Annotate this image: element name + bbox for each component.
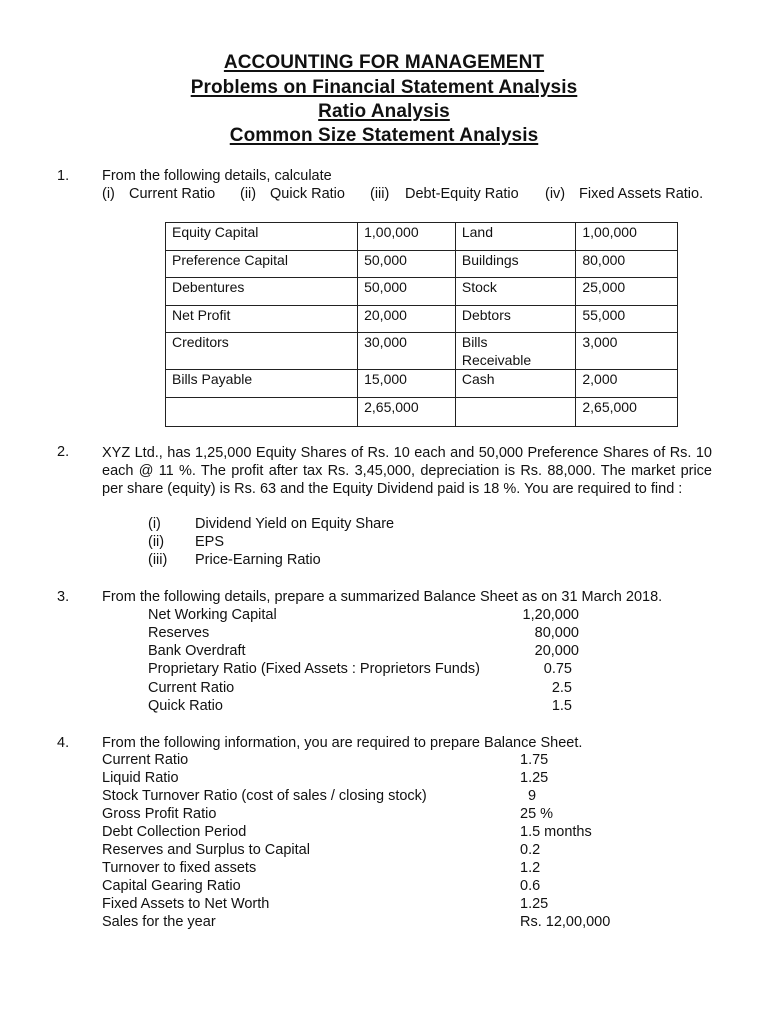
question-2-number: 2. xyxy=(57,444,70,460)
table-row xyxy=(166,278,678,306)
table-row-total xyxy=(166,397,678,426)
document-subtitle-common-size: Common Size Statement Analysis xyxy=(229,125,539,146)
table-cell: Preference Capital xyxy=(166,250,358,278)
question-3-number: 3. xyxy=(57,589,70,605)
table-cell: 30,000 xyxy=(358,333,456,370)
question-4-intro: From the following information, you are required to prepare Balance Sheet. xyxy=(102,735,583,751)
table-cell: 80,000 xyxy=(576,250,678,278)
table-row xyxy=(166,370,678,398)
table-cell: 1,00,000 xyxy=(576,223,678,251)
q3-item-label: Proprietary Ratio (Fixed Assets : Proprietors Funds) xyxy=(148,661,481,677)
table-cell: 50,000 xyxy=(358,278,456,306)
table-cell: 3,000 xyxy=(576,333,678,370)
q1-part-roman: (iv) xyxy=(545,186,566,202)
q3-item-label: Net Working Capital xyxy=(148,607,277,623)
table-row xyxy=(166,250,678,278)
q3-item-label: Quick Ratio xyxy=(148,698,223,714)
table-cell xyxy=(166,397,358,426)
table-cell xyxy=(455,397,576,426)
q3-item-value: 2.5 xyxy=(551,680,572,696)
question-1-number: 1. xyxy=(57,168,70,184)
document-title: ACCOUNTING FOR MANAGEMENT xyxy=(223,52,545,73)
question-2-text: XYZ Ltd., has 1,25,000 Equity Shares of Rs. 10 each and 50,000 Preference Shares of Rs. 10 each @ 11 %. The profit after tax Rs. 3,45,000, depreciation is Rs. 88,000. The market price per share (equity) is Rs. 63 and the Equity Dividend paid is 18 %. You are required to find : xyxy=(102,445,712,497)
document-subtitle-ratio: Ratio Analysis xyxy=(318,101,450,122)
table-cell: Land xyxy=(455,223,576,251)
q4-item-label: Reserves and Surplus to Capital xyxy=(102,842,310,858)
table-cell: 1,00,000 xyxy=(358,223,456,251)
q3-item-value: 0.75 xyxy=(543,661,572,677)
q4-item-label: Gross Profit Ratio xyxy=(102,806,217,822)
table-row xyxy=(166,305,678,333)
q3-item-label: Bank Overdraft xyxy=(148,643,246,659)
q4-item-label: Stock Turnover Ratio (cost of sales / closing stock) xyxy=(102,788,427,804)
q1-part-text: Quick Ratio xyxy=(270,186,345,202)
q1-part-text: Debt-Equity Ratio xyxy=(405,186,519,202)
q4-item-value: 9 xyxy=(528,788,537,804)
q4-item-value: 0.2 xyxy=(520,842,541,858)
q4-item-value: 1.25 xyxy=(520,770,549,786)
table-cell: Net Profit xyxy=(166,305,358,333)
q1-part-roman: (i) xyxy=(102,186,115,202)
table-cell: 20,000 xyxy=(358,305,456,333)
q4-item-label: Fixed Assets to Net Worth xyxy=(102,896,270,912)
table-cell: 2,65,000 xyxy=(576,397,678,426)
question-1-intro: From the following details, calculate xyxy=(102,168,332,184)
table-cell: Debentures xyxy=(166,278,358,306)
document-subtitle-financial-statement: Problems on Financial Statement Analysis xyxy=(190,77,578,98)
q1-part-roman: (ii) xyxy=(240,186,257,202)
q3-item-value: 1.5 xyxy=(551,698,572,714)
q2-part-text: EPS xyxy=(195,534,225,550)
q4-item-value: 1.25 xyxy=(520,896,549,912)
table-cell: 15,000 xyxy=(358,370,456,398)
table-cell: Bills Payable xyxy=(166,370,358,398)
table-row xyxy=(166,333,678,370)
q1-part-text: Fixed Assets Ratio. xyxy=(579,186,704,202)
table-cell: 50,000 xyxy=(358,250,456,278)
q4-item-label: Current Ratio xyxy=(102,752,189,768)
q3-item-label: Reserves xyxy=(148,625,210,641)
q2-part-roman: (iii) xyxy=(148,552,168,568)
q4-item-label: Capital Gearing Ratio xyxy=(102,878,241,894)
q3-item-value: 80,000 xyxy=(534,625,579,641)
q4-item-label: Turnover to fixed assets xyxy=(102,860,257,876)
table-cell: Bills Receivable xyxy=(455,333,576,370)
q1-part-text: Current Ratio xyxy=(129,186,216,202)
q4-item-value: 1.75 xyxy=(520,752,549,768)
table-cell: Stock xyxy=(455,278,576,306)
q2-part-text: Price-Earning Ratio xyxy=(195,552,321,568)
table-cell: Equity Capital xyxy=(166,223,358,251)
q1-part-roman: (iii) xyxy=(370,186,390,202)
table-cell: Debtors xyxy=(455,305,576,333)
q4-item-value: 1.2 xyxy=(520,860,541,876)
q4-item-value: 0.6 xyxy=(520,878,541,894)
table-cell: 2,65,000 xyxy=(358,397,456,426)
table-cell: Creditors xyxy=(166,333,358,370)
q2-part-roman: (ii) xyxy=(148,534,165,550)
q4-item-value: Rs. 12,00,000 xyxy=(520,914,611,930)
q3-item-label: Current Ratio xyxy=(148,680,235,696)
q2-part-text: Dividend Yield on Equity Share xyxy=(195,516,395,532)
question-1-balance-table xyxy=(165,222,678,427)
q3-item-value: 20,000 xyxy=(534,643,579,659)
question-3-intro: From the following details, prepare a summarized Balance Sheet as on 31 March 2018. xyxy=(102,589,663,605)
q4-item-label: Debt Collection Period xyxy=(102,824,247,840)
q4-item-value: 1.5 months xyxy=(520,824,592,840)
q2-part-roman: (i) xyxy=(148,516,161,532)
q4-item-label: Liquid Ratio xyxy=(102,770,179,786)
table-cell: Buildings xyxy=(455,250,576,278)
table-cell: 2,000 xyxy=(576,370,678,398)
q3-item-value: 1,20,000 xyxy=(522,607,579,623)
table-cell: 25,000 xyxy=(576,278,678,306)
q4-item-value: 25 % xyxy=(520,806,554,822)
table-cell: Cash xyxy=(455,370,576,398)
table-cell: 55,000 xyxy=(576,305,678,333)
table-row xyxy=(166,223,678,251)
question-4-number: 4. xyxy=(57,735,70,751)
q4-item-label: Sales for the year xyxy=(102,914,216,930)
